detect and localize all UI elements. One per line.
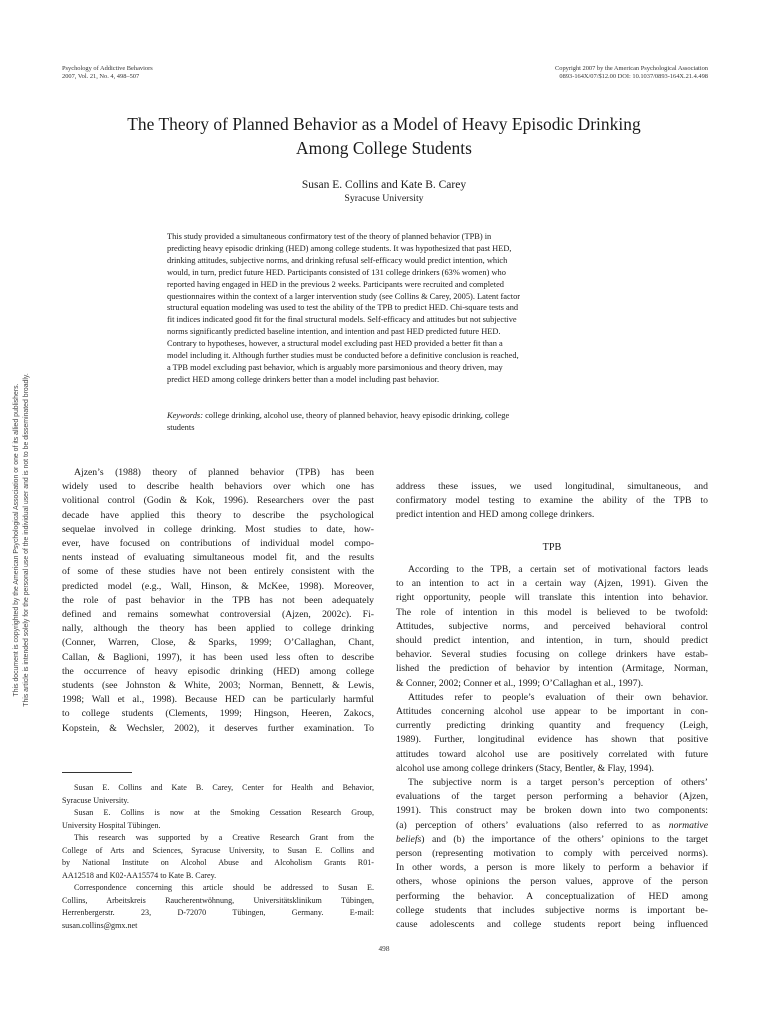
article-title: [50, 112, 718, 160]
body-line: Kopstein, & Wechsler, 2002), it deserves further examination. To: [62, 722, 374, 734]
body-line: nally, although the theory has been applied to college drinking: [62, 623, 374, 635]
abstract-line: norms significantly predicted baseline intention, and intention and past HED predicted future HED.: [167, 327, 501, 337]
body-line: (Conner, Warren, Close, & Sparks, 1999; O’Callaghan, Chant,: [62, 637, 374, 649]
body-line: defined and remains somewhat controversial (Ajzen, 2002c). Fi-: [62, 609, 374, 621]
authors: Susan E. Collins and Kate B. Carey: [301, 179, 467, 191]
body-line: college students that includes subjective norms is important be-: [396, 904, 708, 916]
body-line: address these issues, we used longitudinal, simultaneous, and: [396, 481, 708, 492]
body-line: According to the TPB, a certain set of motivational factors leads: [408, 564, 708, 575]
body-line: right opportunity, people will translate this intention into behavior.: [396, 592, 708, 604]
footnote-line: Herrenbergerstr. 23, D-72070 Tübingen, Germany. E-mail:: [62, 908, 374, 917]
body-line: The role of intention in this model is believed to be twofold:: [396, 606, 708, 618]
body-line: ever, have focused on contributions of individual model compo-: [62, 538, 374, 550]
body-line: [396, 833, 708, 847]
abstract-line: Contrary to hypotheses, however, a structural model excluding past HED provided a better fit than a: [167, 339, 503, 349]
footnote-line: Susan E. Collins is now at the Smoking Cessation Research Group,: [74, 808, 374, 817]
body-line: evaluations of the target person performing a behavior (Ajzen,: [396, 791, 708, 803]
copyright-notice: Copyright 2007 by the American Psychological Association: [555, 65, 708, 72]
abstract-line: model including it. Although further studies must be conducted before a definitive conclusion is reached,: [167, 351, 519, 361]
body-line: & Conner, 2002; Conner et al., 1999; O’Callaghan et al., 1997).: [396, 677, 644, 689]
body-line: Attitudes refer to people’s evaluation of their own behavior.: [408, 691, 708, 703]
body-line: [396, 819, 708, 833]
keywords-label: Keywords:: [167, 411, 203, 420]
body-line: 1989). Further, longitudinal evidence has shown that positive: [396, 734, 708, 746]
copyright-header: [440, 65, 708, 81]
footnote-line: Susan E. Collins and Kate B. Carey, Center for Health and Behavior,: [74, 783, 374, 792]
body-line: widely used to describe health behaviors over which one has: [62, 481, 374, 493]
footnote-line: University Hospital Tübingen.: [62, 820, 161, 830]
footnote-line: susan.collins@gmx.net: [62, 920, 138, 930]
abstract-line: questionnaires within the context of a larger intervention study (see Collins & Carey, 2005). Latent factor: [167, 291, 521, 301]
footnote-line: This research was supported by a Creative Research Grant from the: [74, 833, 374, 842]
body-line: nents instead of evaluating simultaneous model fit, and the results: [62, 552, 374, 564]
journal-volume: 2007, Vol. 21, No. 4, 498–507: [62, 73, 140, 80]
body-line: Attitudes, subjective norms, and perceived behavioral control: [396, 620, 708, 632]
abstract-line: reported having engaged in HED in the previous 2 weeks. Participants were recruited and completed: [167, 279, 504, 289]
body-line: the occurrence of heavy episodic drinking (HED) among college: [62, 665, 374, 677]
side-note-line-1: This document is copyrighted by the American Psychological Association or one of its allied publishers.: [13, 383, 20, 697]
body-line: Callan, & Baglioni, 1997), it has been used less often to describe: [62, 651, 374, 663]
body-line: decade have applied this theory to describe the psychological: [62, 509, 374, 521]
body-line: cause adolescents and college students report being influenced: [396, 919, 708, 931]
body-line: currently predicting drinking quantity and frequency (Leigh,: [396, 720, 708, 732]
body-line: performing the behavior. A conceptualization of HED among: [396, 890, 708, 902]
abstract-line: drinking attitudes, subjective norms, and drinking refusal self-efficacy would predict intention, which: [167, 255, 508, 265]
body-line: person (representing motivation to comply with perceived norms).: [396, 848, 708, 860]
body-line: students (see Johnston & White, 2003; Norman, Bennett, & Lewis,: [62, 680, 374, 692]
body-line: alcohol use among college drinkers (Stacy, Bentler, & Flay, 1994).: [396, 762, 654, 774]
abstract-line: structural equation modeling was used to test the ability of the TPB to predict HED. Chi-square tests and: [167, 303, 519, 313]
body-line: predict intention and HED among college drinkers.: [396, 509, 595, 521]
body-line: behavior. Several studies focusing on college drinkers have estab-: [396, 649, 708, 661]
abstract-line: a TPB model excluding past behavior, which is arguably more parsimonious and theory driven, may: [167, 362, 503, 372]
body-text: (a) perception of others’ evaluations (also referred to as: [396, 819, 669, 831]
body-text-italic: beliefs: [396, 833, 422, 845]
abstract-line: fit indices indicated good fit for the final structural models. Self-efficacy and attitudes but not subjective: [167, 315, 517, 325]
body-line: In other words, a person is more likely to perform a behavior if: [396, 862, 708, 874]
abstract-line: would, in turn, predict future HED. Participants consisted of 131 college drinkers (63% women) who: [167, 267, 506, 277]
keywords-list-continued: students: [167, 422, 195, 432]
body-line: to an intention to act in a certain way (Ajzen, 1991). Given the: [396, 578, 708, 590]
body-line: 1998; Wall et al., 1998). Because HED can be particularly harmful: [62, 694, 374, 706]
title-line-2: Among College Students: [296, 138, 472, 158]
body-line: predicted model (e.g., Wall, Hinson, & McKee, 1998). Moreover,: [62, 580, 374, 592]
abstract: [167, 231, 603, 386]
keywords: [167, 410, 603, 434]
title-line-1: The Theory of Planned Behavior as a Model of Heavy Episodic Drinking: [127, 114, 641, 134]
abstract-line: predict HED among college drinkers better than a model including past behavior.: [167, 374, 440, 384]
footnote-rule: [62, 772, 132, 773]
affiliation: Syracuse University: [344, 193, 424, 204]
footnote-line: Syracuse University.: [62, 795, 129, 805]
keywords-list: college drinking, alcohol use, theory of planned behavior, heavy episodic drinking, college: [202, 411, 510, 420]
body-line: to college students (Clements, 1999; Hingson, Heeren, Zakocs,: [62, 708, 374, 720]
footnote-line: Correspondence concerning this article should be addressed to Susan E.: [74, 883, 374, 892]
copyright-side-note: [12, 230, 32, 850]
body-line: attitudes toward alcohol use are positively correlated with future: [396, 748, 708, 760]
section-heading: TPB: [542, 542, 562, 553]
journal-header: [62, 65, 302, 81]
body-right-column-top: [396, 480, 708, 523]
body-line: lished the prediction of behavior by intention (Armitage, Norman,: [396, 663, 708, 675]
side-note-line-2: This article is intended solely for the personal use of the individual user and is not to be disseminated broadly.: [23, 373, 30, 707]
body-line: Attitudes concerning alcohol use appear to be important in con-: [396, 706, 708, 718]
doi-line: 0893-164X/07/$12.00 DOI: 10.1037/0893-164X.21.4.498: [559, 73, 708, 80]
abstract-line: predicting heavy episodic drinking (HED) among college students. It was hypothesized that past HED,: [167, 243, 512, 253]
body-line: The subjective norm is a target person’s perception of others’: [408, 777, 708, 789]
footnote-line: Collins, Arbeitskreis Raucherentwöhnung, Universitätsklinikum Tübingen,: [62, 895, 374, 905]
journal-name: Psychology of Addictive Behaviors: [62, 65, 153, 72]
body-line: should predict intention, and intention, in turn, should predict: [396, 635, 708, 647]
footnote-line: College of Arts and Sciences, Syracuse University, to Susan E. Collins and: [62, 845, 374, 855]
body-text-italic: normative: [668, 819, 708, 831]
footnote-line: AA12518 and K02-AA15574 to Kate B. Carey.: [62, 870, 217, 880]
body-line: 1991). This construct may be broken down into two components:: [396, 805, 708, 817]
body-line: of some of these studies have not been entirely consistent with the: [62, 566, 374, 578]
body-line: Ajzen’s (1988) theory of planned behavior (TPB) has been: [74, 467, 374, 478]
author-note: [62, 782, 374, 932]
page-number: 498: [378, 944, 390, 953]
body-line: others, whose opinions the person values, approve of the person: [396, 876, 708, 888]
body-text: ) and (b) the importance of the others’ opinions to the target: [421, 833, 708, 845]
footnote-line: by National Institute on Alcohol Abuse and Alcoholism Grants R01-: [62, 858, 374, 867]
body-left-column: [62, 466, 374, 736]
body-line: confirmatory model testing to examine the ability of the TPB to: [396, 495, 708, 507]
abstract-line: This study provided a simultaneous confirmatory test of the theory of planned behavior (TPB) in: [167, 232, 492, 241]
body-line: the role of past behavior in the TPB has not been adequately: [62, 594, 374, 606]
body-line: volitional control (Godin & Kok, 1996). Researchers over the past: [62, 495, 374, 507]
body-right-column: [396, 563, 708, 932]
body-line: sequelae involved in college drinking. Most studies to date, how-: [62, 523, 374, 535]
